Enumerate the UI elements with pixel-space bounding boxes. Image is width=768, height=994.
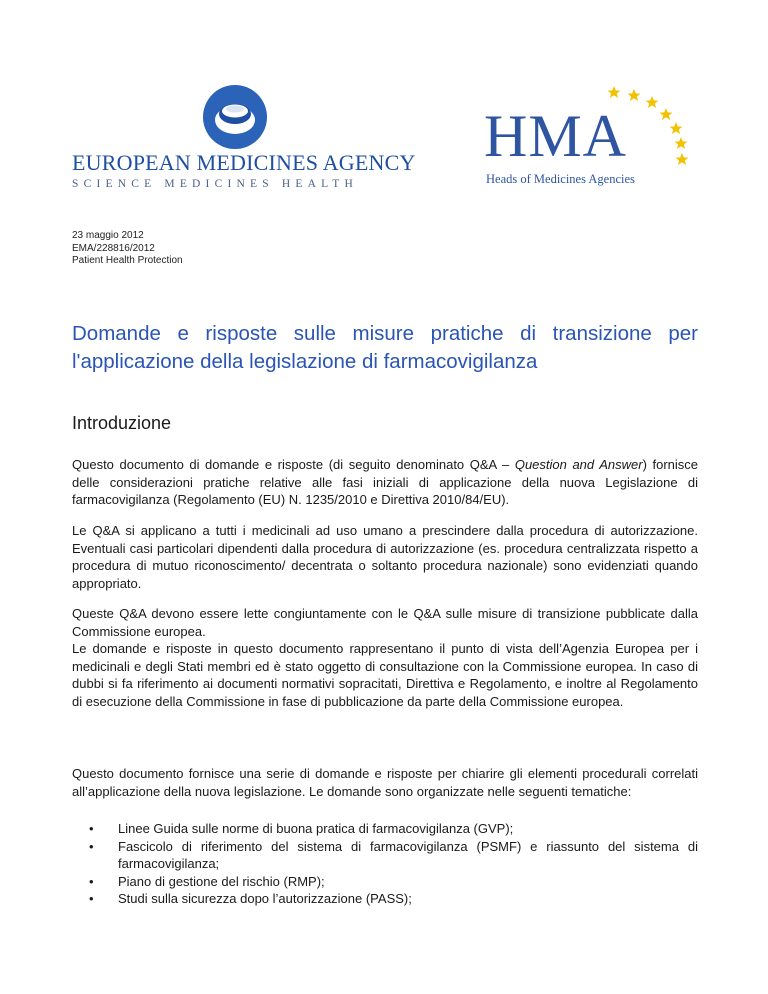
- document-reference: EMA/228816/2012: [72, 242, 155, 254]
- list-item-text: Linee Guida sulle norme di buona pratica di farmacovigilanza (GVP);: [118, 821, 514, 836]
- document-division: Patient Health Protection: [72, 255, 183, 266]
- hma-subtitle: Heads of Medicines Agencies: [486, 172, 635, 186]
- list-item: [72, 838, 698, 873]
- paragraph-3: [72, 605, 698, 710]
- paragraph-1-italic: Question and Answer: [514, 457, 643, 472]
- list-item: [72, 873, 698, 891]
- section-heading-introduzione: Introduzione: [72, 413, 172, 433]
- topics-list: [72, 820, 698, 908]
- paragraph-3b-text: Le domande e risposte in questo documento rappresentano il punto di vista dell’Agenzia Europea per i medicinali e degli Stati membri ed è stato oggetto di consultazione con la Commissione europea. In caso di dubbi si fa riferimento ai documenti normativi sopracitati, Direttiva e Regolamento, e inoltre al Regolamento di esecuzione della Commissione in fase di pubblicazione da parte della Commissione europea.: [72, 641, 698, 709]
- document-title: Domande e risposte sulle misure pratiche di transizione per l'applicazione della legislazione di farmacovigilanza: [72, 322, 698, 373]
- ema-logo: [72, 84, 416, 194]
- ema-name: EUROPEAN MEDICINES AGENCY: [72, 150, 416, 175]
- list-item-text: Fascicolo di riferimento del sistema di farmacovigilanza (PSMF) e riassunto del sistema di farmacovigilanza;: [118, 838, 698, 871]
- paragraph-2: [72, 522, 698, 592]
- document-date: 23 maggio 2012: [72, 230, 144, 241]
- ema-emblem-icon: [202, 84, 268, 150]
- ema-tagline: SCIENCE MEDICINES HEALTH: [72, 178, 359, 190]
- hma-letters: HMA: [484, 103, 628, 169]
- bullet-icon: •: [89, 873, 94, 889]
- bullet-icon: •: [89, 838, 94, 854]
- paragraph-1: [72, 456, 698, 509]
- list-item-text: Studi sulla sicurezza dopo l’autorizzazione (PASS);: [118, 891, 412, 906]
- document-meta: [72, 230, 183, 268]
- bullet-icon: •: [89, 821, 94, 836]
- bullet-icon: •: [89, 891, 94, 906]
- list-item: [72, 820, 698, 838]
- paragraph-1-start: Questo documento di domande e risposte (di seguito denominato Q&A –: [72, 457, 515, 472]
- paragraph-4-text: Questo documento fornisce una serie di domande e risposte per chiarire gli elementi procedurali correlati all’applicazione della nuova legislazione. Le domande sono organizzate nelle seguenti tematiche:: [72, 766, 698, 799]
- list-item-text: Piano di gestione del rischio (RMP);: [118, 873, 325, 889]
- hma-logo: [484, 80, 704, 190]
- paragraph-2-text: Le Q&A si applicano a tutti i medicinali ad uso umano a prescindere dalla procedura di autorizzazione. Eventuali casi particolari dipendenti dalla procedura di autorizzazione (es. procedura centralizzata rispetto a procedura di mutuo riconoscimento/ decentrata o soltanto procedura nazionale) sono evidenziati quando appropriato.: [72, 523, 698, 591]
- paragraph-1-end: ) fornisce delle considerazioni pratiche relative alle fasi iniziali di applicazione della nuova Legislazione di farmacovigilanza (Regolamento (EU) N. 1235/2010 e Direttiva 2010/84/EU).: [72, 457, 698, 507]
- paragraph-3a-text: Queste Q&A devono essere lette congiuntamente con le Q&A sulle misure di transizione pubblicate dalla Commissione europea.: [72, 606, 698, 639]
- list-item: [72, 890, 698, 908]
- paragraph-4: [72, 765, 698, 800]
